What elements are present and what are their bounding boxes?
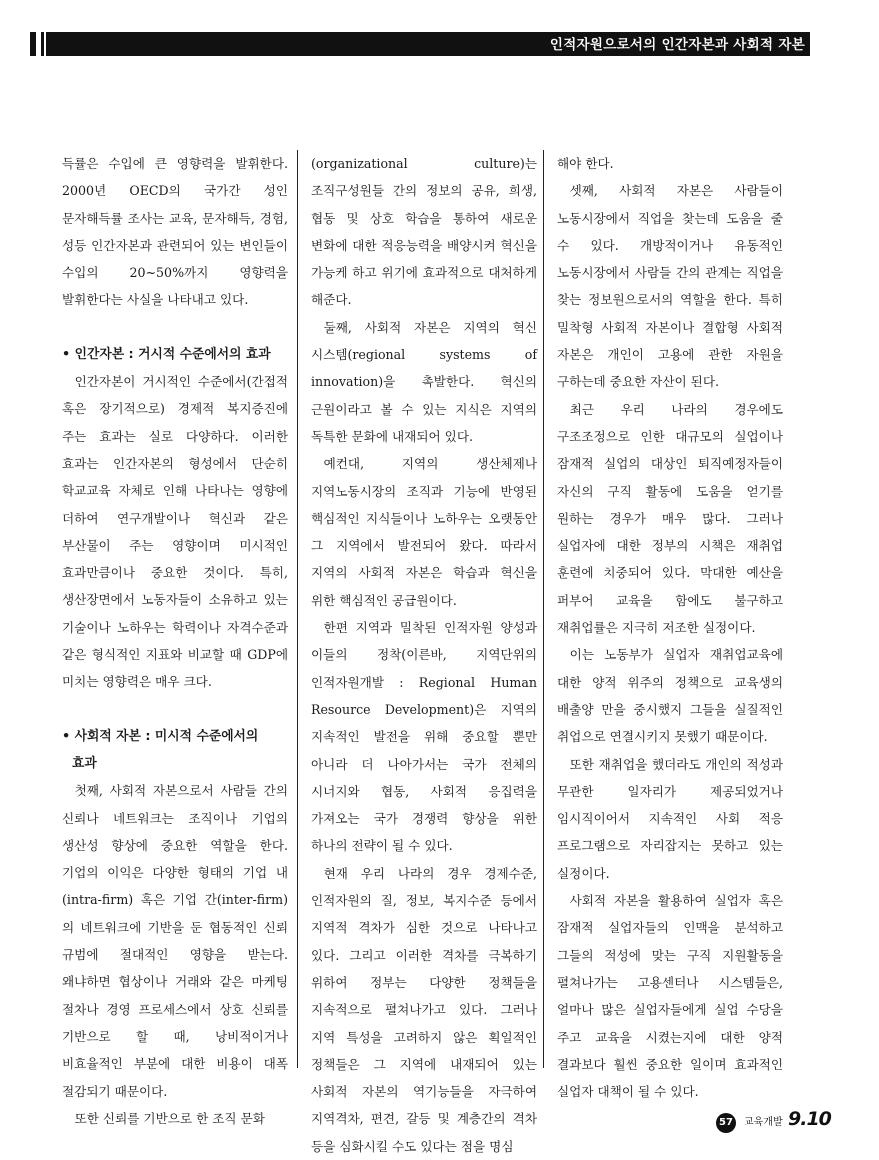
text-column-2: [311, 150, 537, 1160]
section-heading-line: • 사회적 자본 : 미시적 수준에서의: [62, 728, 259, 744]
paragraph: 인간자본이 거시적인 수준에서(간접적 혹은 장기적으로) 경제적 복지증진에 주는 효과는 실로 다양하다. 이러한 효과는 인간자본의 형성에서 단순히 학교교육 자체로 인해 나타나는 영향에 더하여 연구개발이나 혁신과 같은 부산물이 주는 영향이며 미시적인 효과만큼이나 중요한 것이다. 특히, 생산장면에서 노동자들이 소유하고 있는 기술이나 노하우는 학력이나 자격수준과 같은 형식적인 지표와 비교할 때 GDP에 미치는 영향력은 매우 크다.: [62, 374, 288, 690]
paragraph: 이는 노동부가 실업자 재취업교육에 대한 양적 위주의 정책으로 교육생의 배출양 만을 중시했지 그들을 실질적인 취업으로 연결시키지 못했기 때문이다.: [557, 647, 783, 745]
paragraph: 둘째, 사회적 자본은 지역의 혁신 시스템(regional systems of innovation)을 촉발한다. 혁신의 근원이라고 볼 수 있는 지식은 지역의 독특한 문화에 내재되어 있다.: [311, 319, 537, 444]
paragraph: 사회적 자본을 활용하여 실업자 혹은 잠재적 실업자들의 인맥을 분석하고 그들의 적성에 맞는 구직 지원활동을 펼쳐나가는 고용센터나 시스템들은, 얼마나 많은 실업자들에게 실업 수당을 주고 교육을 시켰는지에 대한 양적 결과보다 훨씬 중요한 일이며 효과적인 실업자 대책이 될 수 있다.: [557, 893, 783, 1100]
paragraph: 셋째, 사회적 자본은 사람들이 노동시장에서 직업을 찾는데 도움을 줄 수 있다. 개방적이거나 유동적인 노동시장에서 사람들 간의 관계는 직업을 찾는 정보원으로서의 역할을 한다. 특히 밀착형 사회적 자본이나 결합형 사회적 자본은 개인이 고용에 관한 자원을 구하는데 중요한 자산이 된다.: [557, 183, 783, 390]
paragraph: 득률은 수입에 큰 영향력을 발휘한다. 2000년 OECD의 국가간 성인 문자해득률 조사는 교육, 문자해득, 경험, 성등 인간자본과 관련되어 있는 변인들이 수입의 20~50%까지 영향력을 발휘한다는 사실을 나타내고 있다.: [62, 156, 288, 308]
section-heading: [62, 723, 288, 778]
paragraph: 현재 우리 나라의 경우 경제수준, 인적자원의 질, 정보, 복지수준 등에서 지역적 격차가 심한 것으로 나타나고 있다. 그리고 이러한 격차를 극복하기 위하여 정부는 다양한 정책들을 지속적으로 펼쳐나가고 있다. 그러나 지역 특성을 고려하지 않은 획일적인 정책들은 그 지역에 내재되어 있는 사회적 자본의 역기능들을 자극하여 지역격차, 편견, 갈등 및 계층간의 격차 등을 심화시킬 수도 있다는 점을 명심: [311, 865, 537, 1154]
paragraph: 예컨대, 지역의 생산체제나 지역노동시장의 조직과 기능에 반영된 핵심적인 지식들이나 노하우는 오랫동안 그 지역에서 발전되어 왔다. 따라서 지역의 사회적 자본은 학습과 혁신을 위한 핵심적인 공급원이다.: [311, 456, 537, 608]
paragraph: 최근 우리 나라의 경우에도 구조조정으로 인한 대규모의 실업이나 잠재적 실업의 대상인 퇴직예정자들이 자신의 구직 활동에 도움을 얻기를 원하는 경우가 매우 많다. 그러나 실업자에 대한 정부의 시책은 재취업 훈련에 치중되어 있다. 막대한 예산을 퍼부어 교육을 함에도 불구하고 재취업률은 지극히 저조한 실정이다.: [557, 401, 783, 636]
section-heading-line: 효과: [72, 755, 97, 771]
issue-number: 9.10: [788, 1108, 831, 1130]
header-decor-mark: [44, 32, 46, 56]
paragraph: 또한 재취업을 했더라도 개인의 적성과 무관한 일자리가 제공되었거나 임시직이어서 지속적인 사회 적응 프로그램으로 자리잡지는 못하고 있는 실정이다.: [557, 756, 783, 881]
magazine-name: 교육개발: [744, 1117, 783, 1128]
paragraph: 해야 한다.: [557, 156, 614, 171]
page-number: 57: [716, 1113, 736, 1133]
column-divider: [297, 150, 298, 1068]
running-header-title: 인적자원으로서의 인간자본과 사회적 자본: [549, 37, 805, 53]
text-column-1: [62, 150, 288, 1132]
paragraph: 또한 신뢰를 기반으로 한 조직 문화: [74, 1110, 265, 1126]
paragraph: (organizational culture)는 조직구성원들 간의 정보의 공유, 희생, 협동 및 상호 학습을 통하여 새로운 변화에 대한 적응능력을 배양시켜 혁신을 가능케 하고 위기에 효과적으로 대처하게 해준다.: [311, 156, 537, 308]
section-heading: • 인간자본 : 거시적 수준에서의 효과: [62, 346, 271, 362]
column-divider: [543, 150, 544, 1068]
header-decor-mark: [36, 32, 41, 56]
text-column-3: [557, 150, 783, 1105]
paragraph: 첫째, 사회적 자본으로서 사람들 간의 신뢰나 네트워크는 조직이나 기업의 생산성 향상에 중요한 역할을 한다. 기업의 이익은 다양한 형태의 기업 내(intra-firm) 혹은 기업 간(inter-firm)의 네트워크에 기반을 둔 협동적인 신뢰 규범에 절대적인 영향을 받는다. 왜냐하면 협상이나 거래와 같은 마케팅 절차나 경영 프로세스에서 상호 신뢰를 기반으로 할 때, 낭비적이거나 비효율적인 부분에 대한 비용이 대폭 절감되기 때문이다.: [62, 783, 288, 1099]
paragraph: 한편 지역과 밀착된 인적자원 양성과 이들의 정착(이른바, 지역단위의 인적자원개발 : Regional Human Resource Development)은 지역의 지속적인 발전을 위해 중요할 뿐만 아니라 더 나아가서는 국가 전체의 시너지와 협동, 사회적 응집력을 가져오는 국가 경쟁력 향상을 위한 하나의 전략이 될 수 있다.: [311, 620, 537, 854]
